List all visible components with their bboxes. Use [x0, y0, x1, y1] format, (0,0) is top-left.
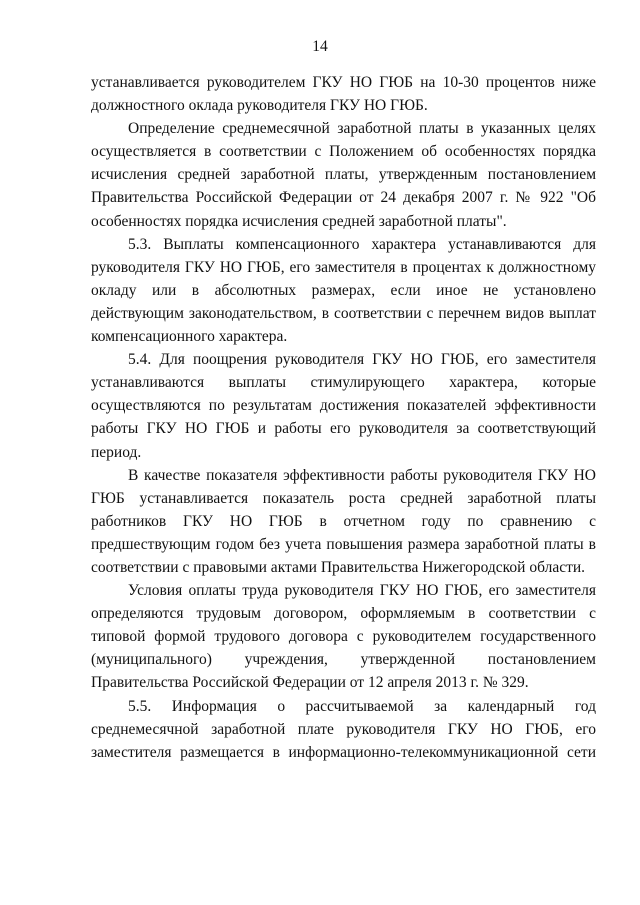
paragraph: 5.3. Выплаты компенсационного характера устанавливаются для руководителя ГКУ НО ГЮБ, его заместителя в процентах к должностному окладу или в абсолютных размерах, если иное не установлено действующим законодательством, в соответствии с перечнем видов выплат компенсационного характера. [91, 235, 596, 346]
paragraph: 5.5. Информация о рассчитываемой за календарный год среднемесячной заработной плате руководителя ГКУ НО ГЮБ, его заместителя размещается в информационно-телекоммуникационной сети [91, 697, 596, 761]
page-number: 14 [312, 38, 328, 55]
document-body [91, 71, 596, 764]
paragraph: устанавливается руководителем ГКУ НО ГЮБ на 10-30 процентов ниже должностного оклада руководителя ГКУ НО ГЮБ. [91, 74, 596, 115]
paragraph: Условия оплаты труда руководителя ГКУ НО ГЮБ, его заместителя определяются трудовым договором, оформляемым в соответствии с типовой формой трудового договора с руководителем государственного (муниципального) учреждения, утвержденной постановлением Правительства Российской Федерации от 12 апреля 2013 г. № 329. [91, 582, 596, 692]
paragraph: В качестве показателя эффективности работы руководителя ГКУ НО ГЮБ устанавливается показатель роста средней заработной платы работников ГКУ НО ГЮБ в отчетном году по сравнению с предшествующим годом без учета повышения размера заработной платы в соответствии с правовыми актами Правительства Нижегородской области. [91, 466, 596, 576]
paragraph: 5.4. Для поощрения руководителя ГКУ НО ГЮБ, его заместителя устанавливаются выплаты стимулирующего характера, которые осуществляются по результатам достижения показателей эффективности работы ГКУ НО ГЮБ и работы его руководителя за соответствующий период. [91, 351, 596, 461]
paragraph: Определение среднемесячной заработной платы в указанных целях осуществляется в соответствии с Положением об особенностях порядка исчисления средней заработной платы, утвержденным постановлением Правительства Российской Федерации от 24 декабря 2007 г. № 922 "Об особенностях порядка исчисления средней заработной платы". [91, 120, 596, 230]
